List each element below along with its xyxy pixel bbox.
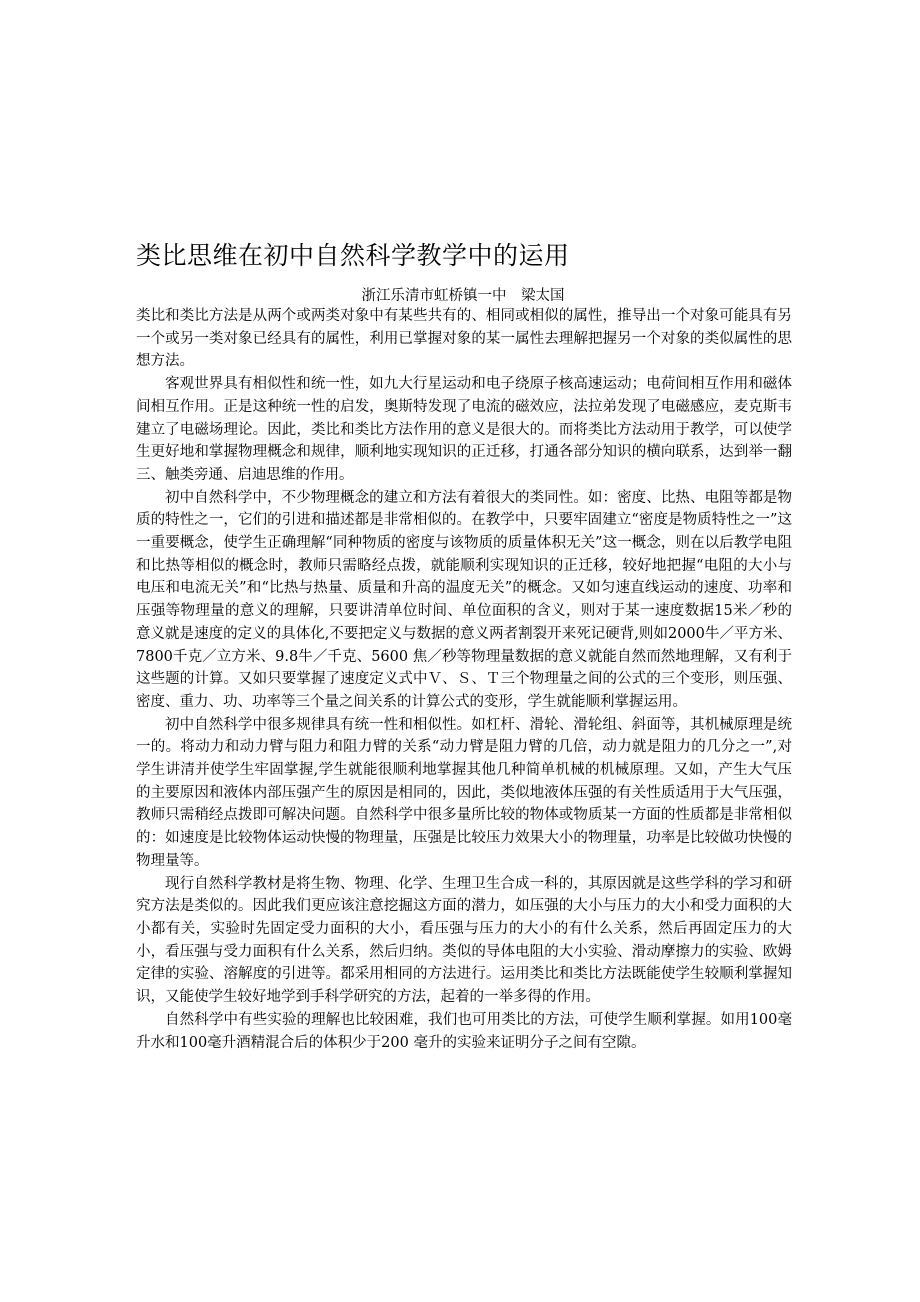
paragraph: 自然科学中有些实验的理解也比较困难，我们也可用类比的方法，可使学生顺利掌握。如用100毫升水和100毫升酒精混合后的体积少于200 毫升的实验来证明分子之间有空隙。 bbox=[136, 1011, 792, 1051]
paragraph: 初中自然科学中，不少物理概念的建立和方法有着很大的类同性。如：密度、比热、电阻等都是物质的特性之一，它们的引进和描述都是非常相似的。在教学中，只要牢固建立“密度是物质特性之一”这一重要概念，使学生正确理解“同种物质的密度与该物质的质量体积无关”这一概念，则在以后教学电阻和比热等相似的概念时，教师只需略经点拨，就能顺利实现知识的正迁移，较好地把握“电阻的大小与电压和电流无关”和“比热与热量、质量和升高的温度无关”的概念。又如匀速直线运动的速度、功率和压强等物理量的意义的理解，只要讲清单位时间、单位面积的含义，则对于某一速度数据15米／秒的意义就是速度的定义的具体化,不要把定义与数据的意义两者割裂开来死记硬背,则如2000牛／平方米、7800千克／立方米、9.8牛／千克、5600 焦／秒等物理量数据的意义就能自然而然地理解，又有利于这些题的计算。又如只要掌握了速度定义式中Ｖ、Ｓ、Ｔ三个物理量之间的公式的三个变形，则压强、密度、重力、功、功率等三个量之间关系的计算公式的变形，学生就能顺利掌握运用。 bbox=[136, 489, 792, 710]
paragraph: 初中自然科学中很多规律具有统一性和相似性。如杠杆、滑轮、滑轮组、斜面等，其机械原理是统一的。将动力和动力臂与阻力和阻力臂的关系“动力臂是阻力臂的几倍，动力就是阻力的几分之一”,对学生讲清并使学生牢固掌握,学生就能很顺利地掌握其他几种简单机械的机械原理。又如，产生大气压的主要原因和液体内部压强产生的原因是相同的，因此，类似地液体压强的有关性质适用于大气压强，教师只需稍经点拨即可解决问题。自然科学中很多量所比较的物体或物质某一方面的性质都是非常相似的：如速度是比较物体运动快慢的物理量，压强是比较压力效果大小的物理量，功率是比较做功快慢的物理量等。 bbox=[136, 716, 792, 869]
paragraph: 现行自然科学教材是将生物、物理、化学、生理卫生合成一科的，其原因就是这些学科的学习和研究方法是类似的。因此我们更应该注意挖掘这方面的潜力，如压强的大小与压力的大小和受力面积的大小都有关，实验时先固定受力面积的大小，看压强与压力的大小的有什么关系，然后再固定压力的大小，看压强与受力面积有什么关系，然后归纳。类似的导体电阻的大小实验、滑动摩擦力的实验、欧姆定律的实验、溶解度的引进等。都采用相同的方法进行。运用类比和类比方法既能使学生较顺利掌握知识，又能使学生较好地学到手科学研究的方法，起着的一举多得的作用。 bbox=[136, 875, 792, 1006]
page-title: 类比思维在初中自然科学教学中的运用 bbox=[136, 241, 570, 270]
article-body bbox=[136, 305, 792, 1054]
paragraph: 客观世界具有相似性和统一性，如九大行星运动和电子绕原子核高速运动；电荷间相互作用和磁体间相互作用。正是这种统一性的启发，奥斯特发现了电流的磁效应，法拉弟发现了电磁感应，麦克斯韦建立了电磁场理论。因此，类比和类比方法作用的意义是很大的。而将类比方法动用于教学，可以使学生更好地和掌握物理概念和规律，顺利地实现知识的正迁移，打通各部分知识的横向联系，达到举一翻三、触类旁通、启迪思维的作用。 bbox=[136, 376, 792, 483]
author-line: 浙江乐清市虹桥镇一中 梁太国 bbox=[361, 288, 565, 304]
paragraph: 类比和类比方法是从两个或两类对象中有某些共有的、相同或相似的属性，推导出一个对象可能具有另一个或另一类对象已经具有的属性，利用已掌握对象的某一属性去理解把握另一个对象的类似属性的思想方法。 bbox=[136, 308, 792, 370]
